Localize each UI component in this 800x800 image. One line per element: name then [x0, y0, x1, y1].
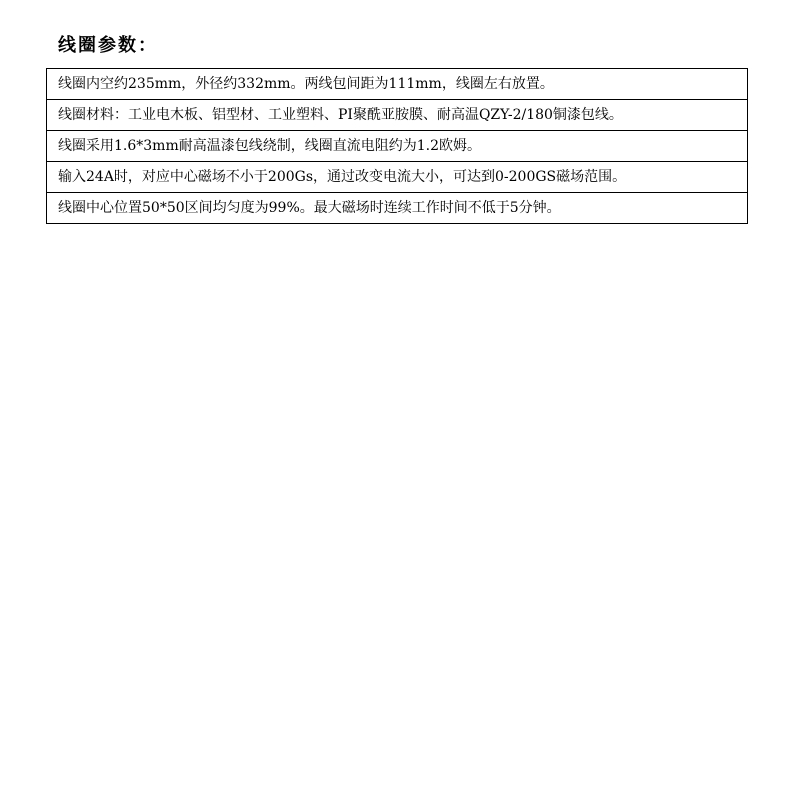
table-cell: 输入24A时，对应中心磁场不小于200Gs，通过改变电流大小，可达到0-200GS磁场范围。 [47, 162, 748, 193]
table-row [47, 69, 748, 100]
parameter-table [46, 68, 748, 224]
table-cell: 线圈内空约235mm，外径约332mm。两线包间距为111mm，线圈左右放置。 [47, 69, 748, 100]
table-row [47, 162, 748, 193]
table-cell: 线圈采用1.6*3mm耐高温漆包线绕制，线圈直流电阻约为1.2欧姆。 [47, 131, 748, 162]
table-row [47, 131, 748, 162]
table-row [47, 100, 748, 131]
table-row [47, 193, 748, 224]
section-title: 线圈参数： [58, 35, 158, 56]
table-cell: 线圈材料：工业电木板、铝型材、工业塑料、PI聚酰亚胺膜、耐高温QZY-2/180铜漆包线。 [47, 100, 748, 131]
table-cell: 线圈中心位置50*50区间均匀度为99%。最大磁场时连续工作时间不低于5分钟。 [47, 193, 748, 224]
